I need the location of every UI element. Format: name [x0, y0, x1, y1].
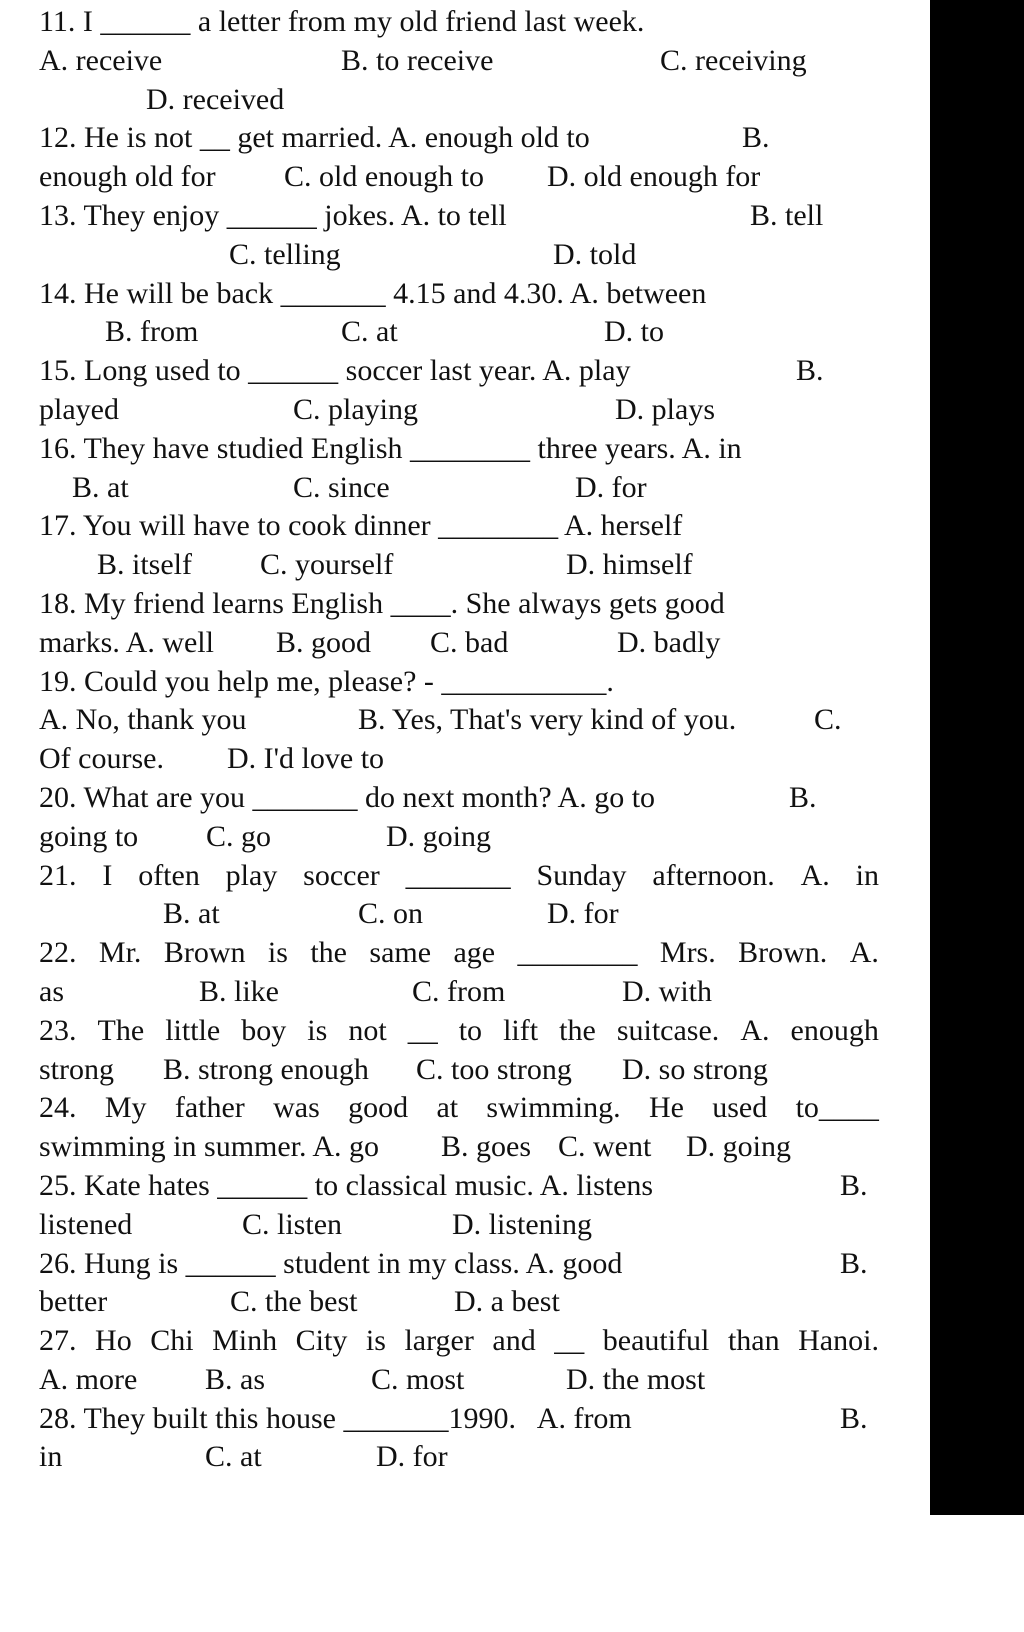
- word: is: [267, 936, 288, 970]
- question-24-stem: [39, 1089, 879, 1128]
- option-b: B. to receive: [341, 43, 494, 77]
- option-b: B. from: [105, 315, 199, 349]
- option-b: B. as: [205, 1362, 265, 1396]
- question-12-stem: [39, 119, 879, 158]
- option-d: D. going: [686, 1130, 791, 1164]
- question-15-stem: [39, 352, 879, 391]
- question-text: 28. They built this house _______1990. A. from: [39, 1401, 632, 1435]
- word: Chi: [150, 1324, 194, 1358]
- word: Mrs.: [659, 936, 716, 970]
- question-text: 17. You will have to cook dinner ________ A. herself: [39, 509, 683, 543]
- word: Ho: [95, 1324, 132, 1358]
- option-c: C. at: [205, 1440, 262, 1474]
- question-28-stem: [39, 1400, 879, 1439]
- option-d: D. himself: [566, 548, 693, 582]
- word: City: [295, 1324, 348, 1358]
- question-25-stem: [39, 1167, 879, 1206]
- question-list: [39, 3, 879, 1477]
- option-b: B. itself: [97, 548, 192, 582]
- option-a: marks. A. well: [39, 625, 214, 659]
- option-c: C. too strong: [416, 1052, 572, 1086]
- option-b: played: [39, 392, 119, 426]
- question-20-options: [39, 818, 879, 857]
- blank: _______: [405, 858, 511, 892]
- option-d: D. received: [146, 82, 285, 116]
- word: boy: [241, 1013, 287, 1047]
- option-d: D. told: [553, 237, 637, 271]
- option-b: B. goes: [441, 1130, 531, 1164]
- word: lift: [503, 1013, 539, 1047]
- option-b-marker: B.: [840, 1246, 868, 1280]
- option-c: C. playing: [293, 392, 418, 426]
- question-11-stem: [39, 3, 879, 42]
- word: the: [559, 1013, 596, 1047]
- question-text: 14. He will be back _______ 4.15 and 4.30. A. between: [39, 276, 707, 310]
- question-22-stem: [39, 934, 879, 973]
- option-b: B. at: [72, 470, 129, 504]
- word: suitcase.: [616, 1013, 720, 1047]
- option-b: enough old for: [39, 160, 216, 194]
- question-19-options: [39, 701, 879, 740]
- question-17-stem: [39, 507, 879, 546]
- option-a: A. No, thank you: [39, 703, 247, 737]
- word: little: [165, 1013, 221, 1047]
- question-11-options-cont: [39, 81, 879, 120]
- option-c-marker: C.: [814, 703, 842, 737]
- option-b: B. good: [276, 625, 372, 659]
- word: 22.: [39, 936, 77, 970]
- option-c: C. yourself: [260, 548, 394, 582]
- word: 21.: [39, 858, 77, 892]
- question-23-options: [39, 1051, 879, 1090]
- option-c: C. old enough to: [284, 160, 484, 194]
- word: at: [436, 1091, 459, 1125]
- question-11-options: [39, 42, 879, 81]
- word: to: [458, 1013, 483, 1047]
- option-d: D. a best: [454, 1285, 560, 1319]
- option-c: Of course.: [39, 742, 164, 776]
- question-18-options: [39, 624, 879, 663]
- question-text: 20. What are you _______ do next month? A. go to: [39, 780, 656, 814]
- word: age: [453, 936, 496, 970]
- word: soccer: [303, 858, 380, 892]
- question-28-options: [39, 1438, 879, 1477]
- word: My: [104, 1091, 147, 1125]
- blank: __: [554, 1324, 585, 1358]
- question-14-stem: [39, 275, 879, 314]
- word: than: [727, 1324, 780, 1358]
- option-d: D. I'd love to: [227, 742, 385, 776]
- word: is: [365, 1324, 386, 1358]
- word: enough: [790, 1013, 879, 1047]
- option-d: D. badly: [617, 625, 721, 659]
- word: beautiful: [602, 1324, 710, 1358]
- word: Mr.: [98, 936, 142, 970]
- option-a: A. more: [39, 1362, 138, 1396]
- question-text: 15. Long used to ______ soccer last year. A. play: [39, 354, 631, 388]
- option-d: D. for: [547, 897, 619, 931]
- word: 24.: [39, 1091, 77, 1125]
- question-17-options: [39, 546, 879, 585]
- option-b: listened: [39, 1207, 133, 1241]
- option-c: C. listen: [242, 1207, 343, 1241]
- question-26-stem: [39, 1245, 879, 1284]
- question-27-stem: [39, 1322, 879, 1361]
- option-a: swimming in summer. A. go: [39, 1130, 380, 1164]
- option-b: going to: [39, 819, 139, 853]
- word: father: [174, 1091, 245, 1125]
- word: Hanoi.: [798, 1324, 879, 1358]
- word: Sunday: [536, 858, 627, 892]
- option-d: D. plays: [615, 392, 715, 426]
- option-a: as: [39, 974, 64, 1008]
- option-b: B. tell: [750, 198, 824, 232]
- option-b-marker: B.: [789, 780, 817, 814]
- word: often: [138, 858, 200, 892]
- question-text: 11. I ______ a letter from my old friend last week.: [39, 5, 645, 38]
- question-text: 26. Hung is ______ student in my class. A. good: [39, 1246, 623, 1280]
- option-a: strong: [39, 1052, 114, 1086]
- option-b: B. Yes, That's very kind of you.: [358, 703, 737, 737]
- question-15-options: [39, 391, 879, 430]
- question-21-stem: [39, 857, 879, 896]
- question-20-stem: [39, 779, 879, 818]
- question-18-stem: [39, 585, 879, 624]
- question-25-options: [39, 1206, 879, 1245]
- option-a: A. receive: [39, 43, 163, 77]
- question-12-options: [39, 158, 879, 197]
- word: afternoon.: [652, 858, 775, 892]
- option-d: D. going: [386, 819, 491, 853]
- word: good: [348, 1091, 409, 1125]
- option-d: D. the most: [566, 1362, 706, 1396]
- word: in: [855, 858, 879, 892]
- word: A.: [800, 858, 830, 892]
- question-19-stem: [39, 663, 879, 702]
- option-c: C. since: [293, 470, 390, 504]
- question-text: 25. Kate hates ______ to classical music. A. listens: [39, 1168, 654, 1202]
- question-text: 16. They have studied English ________ three years. A. in: [39, 431, 742, 465]
- option-c: C. bad: [430, 625, 509, 659]
- option-d: D. for: [575, 470, 647, 504]
- question-24-options: [39, 1128, 879, 1167]
- option-b-marker: B.: [840, 1401, 868, 1435]
- option-c: C. the best: [230, 1285, 358, 1319]
- question-13-options: [39, 236, 879, 275]
- word: the: [310, 936, 347, 970]
- word: He: [648, 1091, 684, 1125]
- word: and: [492, 1324, 536, 1358]
- word: used: [712, 1091, 768, 1125]
- option-d: D. to: [604, 315, 664, 349]
- blank: to____: [795, 1091, 879, 1125]
- option-b-marker: B.: [742, 121, 770, 155]
- question-26-options: [39, 1283, 879, 1322]
- question-text: 13. They enjoy ______ jokes. A. to tell: [39, 198, 507, 232]
- option-d: D. old enough for: [547, 160, 761, 194]
- option-b: in: [39, 1440, 63, 1474]
- option-b: B. like: [199, 974, 279, 1008]
- question-text: 18. My friend learns English ____. She always gets good: [39, 586, 725, 620]
- question-16-options: [39, 469, 879, 508]
- blank: __: [407, 1013, 438, 1047]
- option-d: D. with: [622, 974, 712, 1008]
- option-c: C. from: [412, 974, 506, 1008]
- word: I: [102, 858, 113, 892]
- question-text: 12. He is not __ get married. A. enough old to: [39, 121, 590, 155]
- word: was: [273, 1091, 320, 1125]
- option-b-marker: B.: [840, 1168, 868, 1202]
- question-13-stem: [39, 197, 879, 236]
- word: not: [348, 1013, 387, 1047]
- question-19-options-cont: [39, 740, 879, 779]
- word: Brown: [163, 936, 246, 970]
- question-23-stem: [39, 1012, 879, 1051]
- option-c: C. go: [206, 819, 272, 853]
- word: Brown.: [738, 936, 828, 970]
- option-c: C. on: [358, 897, 424, 931]
- word: A.: [849, 936, 879, 970]
- option-d: D. so strong: [622, 1052, 768, 1086]
- option-b: B. strong enough: [163, 1052, 369, 1086]
- option-b: better: [39, 1285, 108, 1319]
- black-edge-strip: [930, 0, 1024, 1515]
- question-21-options: [39, 895, 879, 934]
- option-c: C. receiving: [660, 43, 807, 77]
- option-b-marker: B.: [796, 354, 824, 388]
- word: same: [369, 936, 432, 970]
- word: swimming.: [486, 1091, 621, 1125]
- question-14-options: [39, 313, 879, 352]
- option-d: D. for: [376, 1440, 448, 1474]
- word: play: [225, 858, 278, 892]
- word: Minh: [212, 1324, 278, 1358]
- word: 23.: [39, 1013, 77, 1047]
- option-b: B. at: [163, 897, 220, 931]
- word: is: [307, 1013, 328, 1047]
- question-text: 19. Could you help me, please? - ___________.: [39, 664, 614, 698]
- option-c: C. most: [371, 1362, 465, 1396]
- word: larger: [404, 1324, 474, 1358]
- question-22-options: [39, 973, 879, 1012]
- blank: ________: [517, 936, 638, 970]
- word: The: [97, 1013, 145, 1047]
- word: A.: [740, 1013, 770, 1047]
- option-c: C. went: [558, 1130, 652, 1164]
- option-c: C. at: [341, 315, 398, 349]
- option-d: D. listening: [452, 1207, 592, 1241]
- word: 27.: [39, 1324, 77, 1358]
- option-c: C. telling: [229, 237, 341, 271]
- question-16-stem: [39, 430, 879, 469]
- question-27-options: [39, 1361, 879, 1400]
